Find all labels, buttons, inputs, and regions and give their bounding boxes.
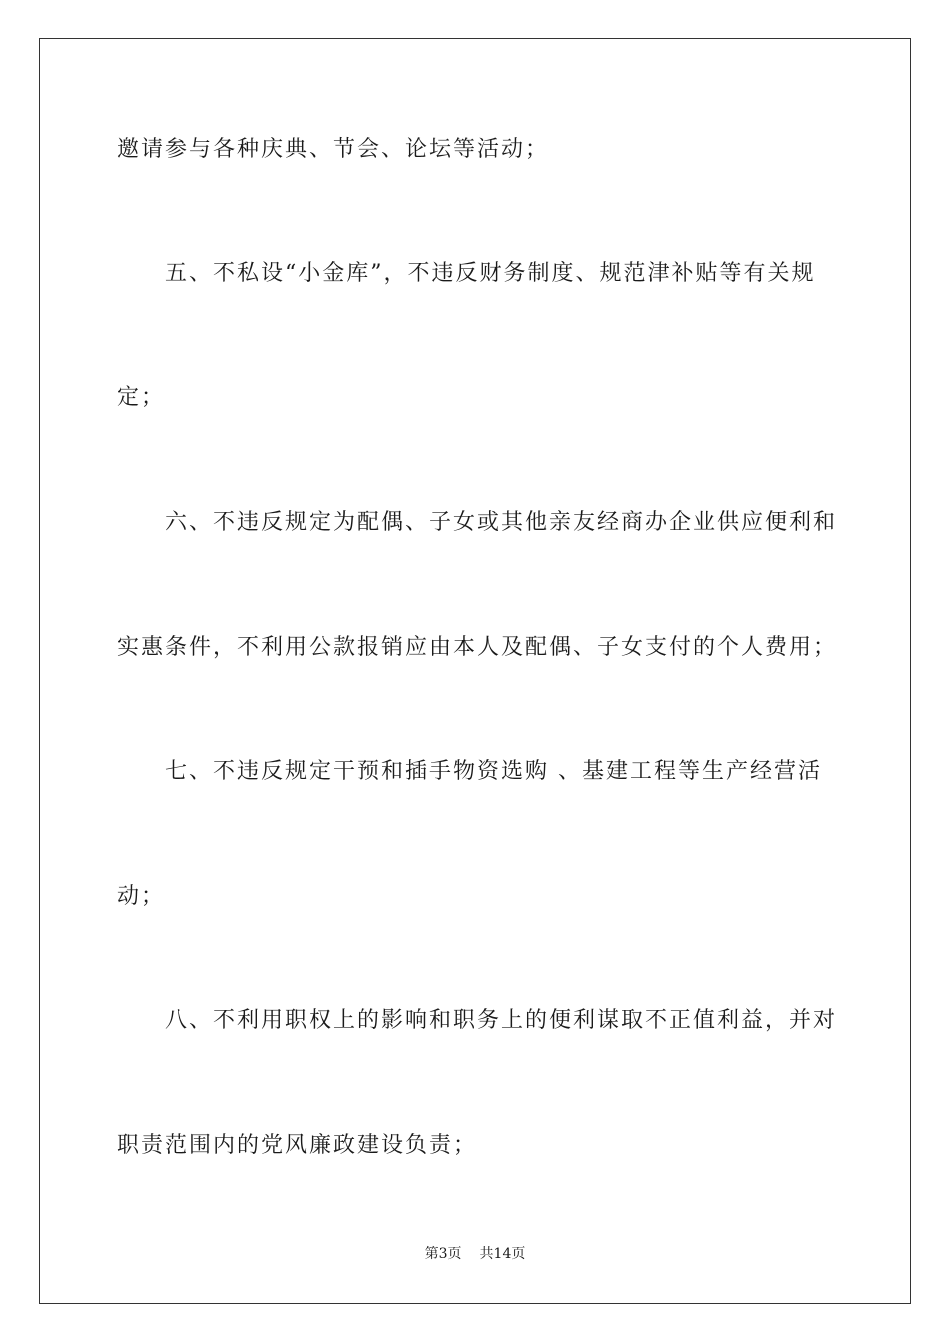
body-text-line: 职责范围内的党风廉政建设负责； <box>117 1133 478 1158</box>
body-text-line: 五、不私设“小金库”，不违反财务制度、规范津补贴等有关规 <box>165 261 816 286</box>
page-border <box>39 38 911 1304</box>
body-text-line: 定； <box>117 385 166 410</box>
page-total: 共14页 <box>479 1246 526 1262</box>
body-text-line: 动； <box>117 884 166 909</box>
body-text-line: 七、不违反规定干预和插手物资选购 、基建工程等生产经营活 <box>165 759 822 784</box>
page-number: 第3页 <box>424 1246 462 1262</box>
body-text-line: 八、不利用职权上的影响和职务上的便利谋取不正值利益，并对 <box>165 1008 838 1033</box>
page-footer <box>0 1244 950 1264</box>
body-text-line: 六、不违反规定为配偶、子女或其他亲友经商办企业供应便利和 <box>165 510 838 535</box>
body-text-line: 实惠条件，不利用公款报销应由本人及配偶、子女支付的个人费用； <box>117 635 838 660</box>
body-text-line: 邀请参与各种庆典、节会、论坛等活动； <box>117 137 550 162</box>
